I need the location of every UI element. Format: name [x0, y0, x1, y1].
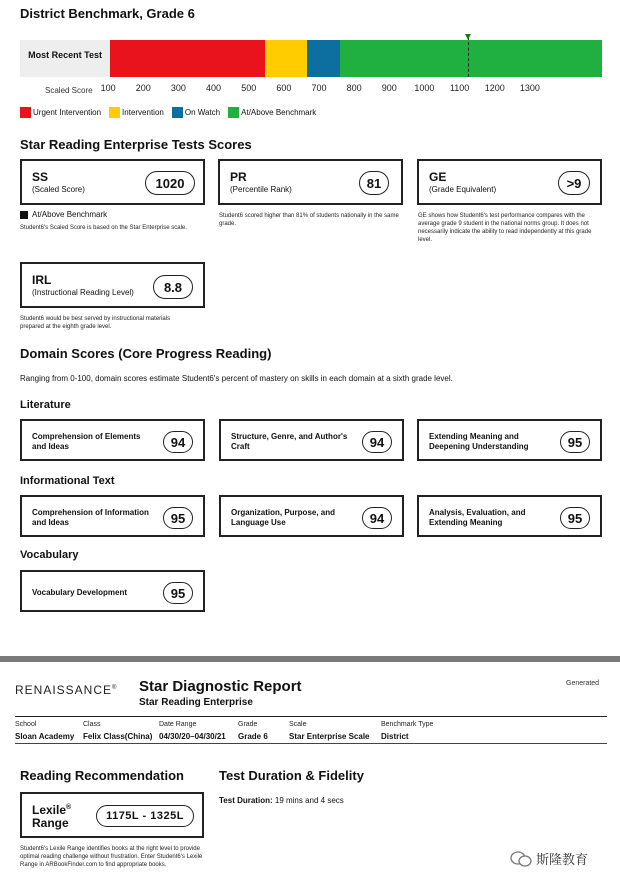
domain-box: [20, 419, 205, 461]
domain-label: Structure, Genre, and Author's Craft: [231, 432, 348, 451]
benchmark-band-0: [110, 40, 265, 77]
domain-box: [417, 495, 602, 537]
benchmark-band-3: [340, 40, 602, 77]
irl-note: Student6 would be best served by instructional materials prepared at the eighth grade level.: [20, 316, 171, 330]
renaissance-logo: [15, 683, 117, 697]
meta-head: Class: [83, 721, 101, 728]
axis-tick-label: 700: [311, 83, 327, 93]
domain-label: Organization, Purpose, and Language Use: [231, 508, 336, 527]
domain-label: Extending Meaning and Deepening Understanding: [429, 432, 529, 451]
axis-tick-label: 1100: [449, 83, 470, 93]
domain-box: [20, 495, 205, 537]
lexile-label-line1: Lexile: [32, 803, 67, 817]
vocabulary-title: Vocabulary: [20, 549, 79, 561]
brand-mark: ®: [112, 685, 118, 691]
domain-box: [219, 419, 404, 461]
ge-note: GE shows how Student6's test performance compares with the average grade 9 student in the national norms group. It does not necessarily indicate the ability to read independently at this grade level.: [418, 213, 592, 243]
irl-box: [20, 262, 205, 308]
domain-box: [417, 419, 602, 461]
benchmark-band-1: [265, 40, 307, 77]
axis-tick-label: 500: [241, 83, 257, 93]
axis-tick-label: 1300: [519, 83, 540, 93]
benchmark-bar: [110, 40, 602, 77]
benchmark-title: District Benchmark, Grade 6: [20, 6, 195, 21]
reading-recommendation-heading: Reading Recommendation: [20, 768, 184, 783]
legend-item: [109, 107, 164, 118]
irl-value: 8.8: [153, 275, 193, 299]
domain-value: 94: [362, 431, 392, 453]
axis-tick-label: 1000: [414, 83, 435, 93]
axis-tick-label: 600: [276, 83, 292, 93]
ss-badge-label: At/Above Benchmark: [32, 210, 108, 219]
pr-value: 81: [359, 171, 389, 195]
lexile-label: [32, 801, 71, 830]
meta-head: Grade: [238, 721, 258, 728]
report-subtitle: Star Reading Enterprise: [139, 697, 253, 708]
domain-value: 95: [163, 507, 193, 529]
test-duration-value: 19 mins and 4 secs: [272, 796, 344, 805]
lexile-box: [20, 792, 204, 838]
ss-abbr: SS: [32, 170, 49, 184]
meta-value: District: [381, 732, 409, 741]
test-duration: [219, 796, 344, 805]
most-recent-test-label: Most Recent Test: [20, 40, 110, 77]
irl-abbr: IRL: [32, 273, 52, 287]
domain-label: Comprehension of Information and Ideas: [32, 508, 149, 527]
score-marker: [468, 37, 469, 77]
legend-label: Intervention: [122, 108, 164, 117]
wechat-watermark: [510, 849, 588, 868]
meta-value: 04/30/20–04/30/21: [159, 732, 226, 741]
pr-full: (Percentile Rank): [230, 185, 292, 194]
lexile-label-line2: Range: [32, 816, 69, 830]
meta-head: Scale: [289, 721, 307, 728]
meta-head: Date Range: [159, 721, 197, 728]
test-duration-heading: Test Duration & Fidelity: [219, 768, 364, 783]
axis-tick-label: 200: [135, 83, 151, 93]
test-duration-label: Test Duration:: [219, 796, 273, 805]
ss-box: [20, 159, 205, 205]
watermark-text: 斯隆教育: [536, 852, 589, 867]
legend-label: Urgent Intervention: [33, 108, 102, 117]
benchmark-band-2: [307, 40, 340, 77]
domain-label: Analysis, Evaluation, and Extending Meaning: [429, 508, 526, 527]
report-title: Star Diagnostic Report: [139, 678, 302, 695]
ge-abbr: GE: [429, 170, 447, 184]
generated-label: Generated: [566, 680, 600, 687]
pr-note: Student6 scored higher than 81% of students nationally in the same grade.: [219, 213, 399, 227]
legend-swatch: [20, 107, 31, 118]
domain-label: Comprehension of Elements and Ideas: [32, 432, 141, 451]
legend-swatch: [172, 107, 183, 118]
legend-item: [228, 107, 316, 118]
domain-box: [20, 570, 205, 612]
legend-swatch: [109, 107, 120, 118]
meta-value: Star Enterprise Scale: [289, 732, 370, 741]
meta-head: Benchmark Type: [381, 721, 434, 728]
domain-value: 95: [560, 431, 590, 453]
scores-heading: Star Reading Enterprise Tests Scores: [20, 137, 252, 152]
meta-head: School: [15, 721, 37, 728]
ge-box: [417, 159, 602, 205]
ss-note: Student6's Scaled Score is based on the Star Enterprise scale.: [20, 225, 187, 231]
legend-swatch: [228, 107, 239, 118]
wechat-icon: [510, 851, 532, 867]
domain-intro: Ranging from 0-100, domain scores estimate Student6's percent of mastery on skills in each domain at a sixth grade level.: [20, 374, 453, 383]
benchmark-legend: [20, 107, 316, 118]
lexile-reg-mark: ®: [66, 804, 72, 811]
scaled-score-axis-label: Scaled Score: [45, 86, 93, 95]
meta-value: Grade 6: [238, 732, 268, 741]
legend-item: [172, 107, 220, 118]
meta-rule-bottom: [15, 743, 607, 744]
axis-tick-label: 300: [170, 83, 186, 93]
ss-full: (Scaled Score): [32, 185, 85, 194]
square-icon: [20, 211, 28, 219]
domain-box: [219, 495, 404, 537]
legend-label: On Watch: [184, 108, 221, 117]
domain-value: 95: [163, 582, 193, 604]
axis-tick-label: 100: [100, 83, 116, 93]
domain-value: 95: [560, 507, 590, 529]
axis-tick-label: 1200: [484, 83, 505, 93]
ge-value: >9: [558, 171, 590, 195]
lexile-value: 1175L - 1325L: [96, 805, 194, 827]
lexile-note: Student6's Lexile Range identifies books at the right level to provide optimal reading challenge without frustration. Enter Student6's Lexile Range in ARBookFinder.com to find appropriate books.: [20, 846, 203, 868]
domain-heading: Domain Scores (Core Progress Reading): [20, 346, 272, 361]
ss-value: 1020: [145, 171, 195, 195]
domain-value: 94: [362, 507, 392, 529]
legend-label: At/Above Benchmark: [241, 108, 317, 117]
domain-label: Vocabulary Development: [32, 588, 127, 597]
informational-title: Informational Text: [20, 475, 115, 487]
domain-value: 94: [163, 431, 193, 453]
meta-value: Sloan Academy: [15, 732, 75, 741]
pr-box: [218, 159, 403, 205]
legend-item: [20, 107, 101, 118]
meta-value: Felix Class(China): [83, 732, 153, 741]
irl-full: (Instructional Reading Level): [32, 288, 134, 297]
score-marker-triangle-icon: [465, 34, 471, 40]
brand-name: RENAISSANCE: [15, 683, 113, 697]
axis-tick-label: 900: [381, 83, 397, 93]
page-divider: [0, 656, 620, 662]
ss-benchmark-badge: [20, 210, 107, 219]
axis-tick-label: 800: [346, 83, 362, 93]
pr-abbr: PR: [230, 170, 247, 184]
axis-tick-label: 400: [206, 83, 222, 93]
literature-title: Literature: [20, 399, 71, 411]
meta-rule-top: [15, 716, 607, 717]
ge-full: (Grade Equivalent): [429, 185, 497, 194]
